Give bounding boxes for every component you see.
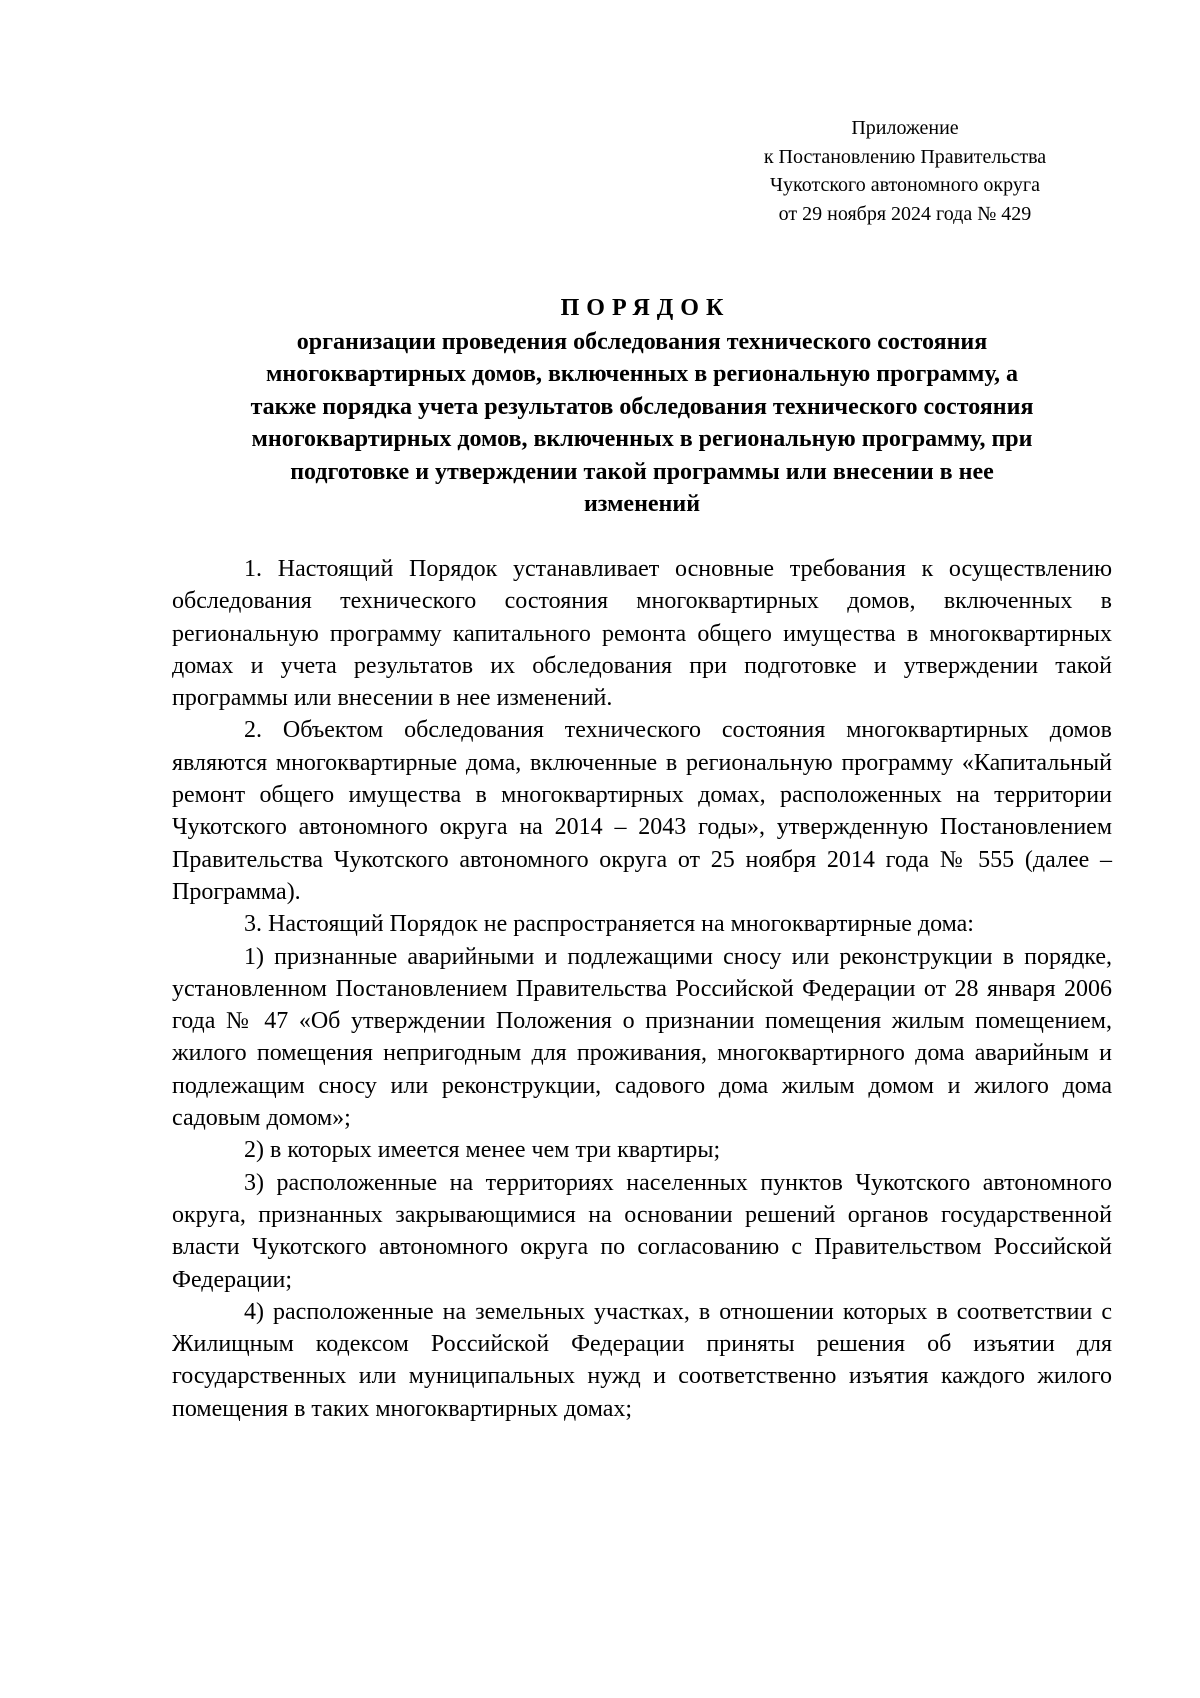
paragraph-2: 2. Объектом обследования технического состояния многоквартирных домов являются многоквартирные дома, включенные в региональную программу «Капитальный ремонт общего имущества в многоквартирных домах, расположенных на территории Чукотского автономного округа на 2014 – 2043 годы», утвержденную Постановлением Правительства Чукотского автономного округа от 25 ноября 2014 года № 555 (далее – Программа). bbox=[172, 717, 1112, 905]
list-item-4: 4) расположенные на земельных участках, в отношении которых в соответствии с Жилищным кодексом Российской Федерации приняты решения об изъятии для государственных или муниципальных нужд и соответственно изъятия каждого жилого помещения в таких многоквартирных домах; bbox=[172, 1298, 1112, 1422]
document-title bbox=[172, 292, 1112, 520]
appendix-header bbox=[720, 114, 1090, 228]
title-line: многоквартирных домов, включенных в региональную программу, а bbox=[266, 361, 1018, 388]
paragraph-1: 1. Настоящий Порядок устанавливает основные требования к осуществлению обследования технического состояния многоквартирных домов, включенных в региональную программу капитального ремонта общего имущества в многоквартирных домах и учета результатов их обследования при подготовке и утверждении такой программы или внесении в нее изменений. bbox=[172, 556, 1112, 712]
appendix-line-3: Чукотского автономного округа bbox=[770, 174, 1040, 196]
title-subtitle bbox=[172, 326, 1112, 520]
title-line: многоквартирных домов, включенных в региональную программу, при bbox=[251, 426, 1033, 453]
appendix-line-1: Приложение bbox=[851, 117, 959, 139]
list-item-2: 2) в которых имеется менее чем три квартиры; bbox=[244, 1137, 721, 1164]
title-line: организации проведения обследования технического состояния bbox=[296, 329, 988, 355]
document-body bbox=[172, 553, 1112, 1425]
appendix-line-4: от 29 ноября 2024 года № 429 bbox=[778, 202, 1032, 225]
title-line: изменений bbox=[583, 491, 701, 518]
list-item-3: 3) расположенные на территориях населенных пунктов Чукотского автономного округа, признанных закрывающимися на основании решений органов государственной власти Чукотского автономного округа по согласованию с Правительством Российской Федерации; bbox=[172, 1169, 1112, 1293]
title-line: подготовке и утверждении такой программы или внесении в нее bbox=[290, 458, 994, 485]
paragraph-3: 3. Настоящий Порядок не распространяется на многоквартирные дома: bbox=[244, 911, 974, 938]
appendix-line-2: к Постановлению Правительства bbox=[763, 145, 1047, 168]
list-item-1: 1) признанные аварийными и подлежащими сносу или реконструкции в порядке, установленном Постановлением Правительства Российской Федерации от 28 января 2006 года № 47 «Об утверждении Положения о признании помещения жилым помещением, жилого помещения непригодным для проживания, многоквартирного дома аварийным и подлежащим сносу или реконструкции, садового дома жилым домом и жилого дома садовым домом»; bbox=[172, 943, 1112, 1132]
title-line: также порядка учета результатов обследования технического состояния bbox=[250, 393, 1034, 420]
title-main: ПОРЯДОК bbox=[560, 295, 731, 321]
